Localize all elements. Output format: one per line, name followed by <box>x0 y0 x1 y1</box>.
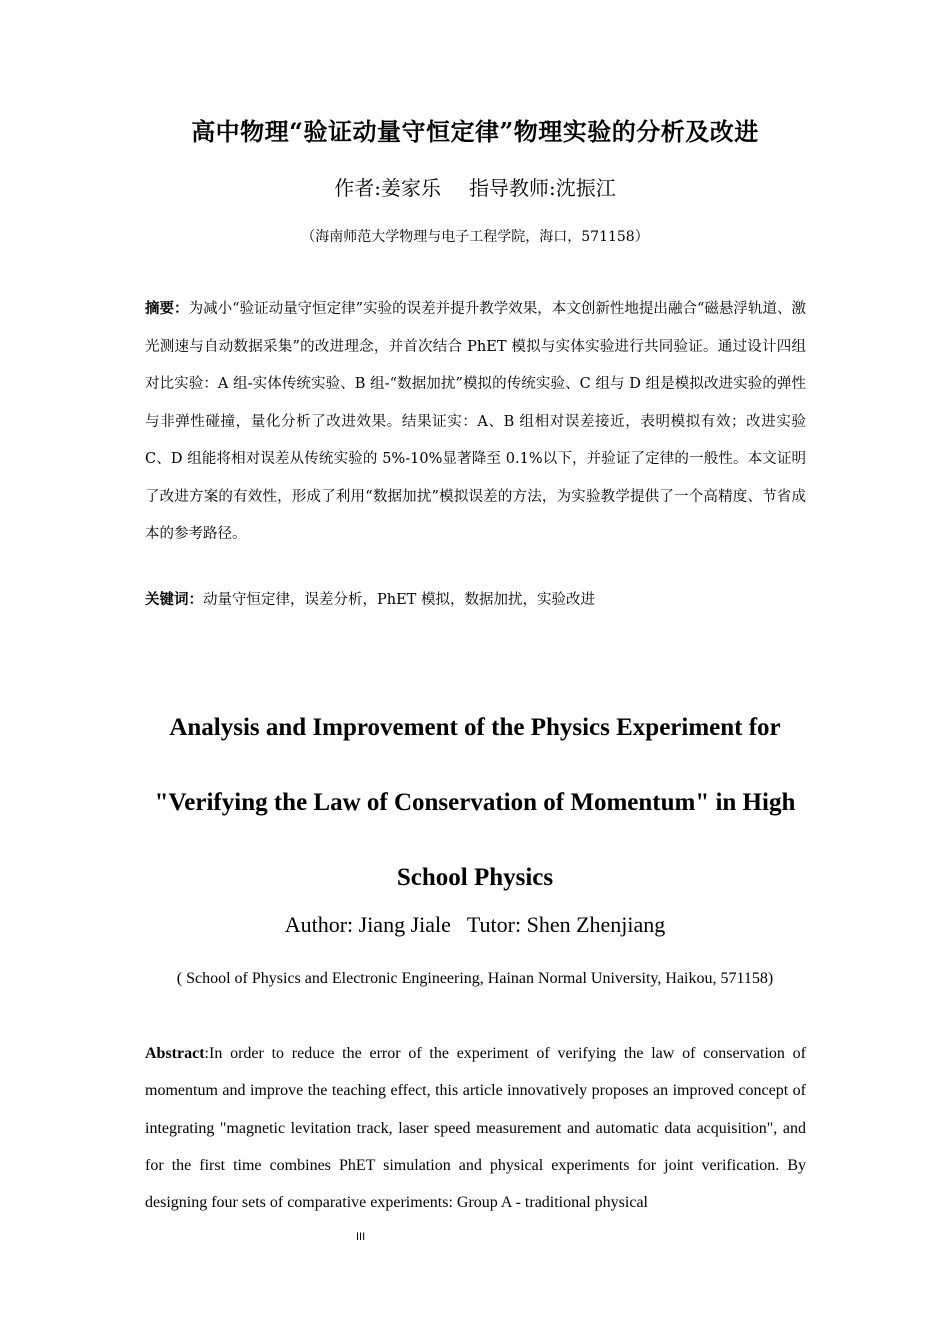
english-author: Author: Jiang Jiale <box>284 912 451 937</box>
chinese-tutor: 指导教师:沈振江 <box>469 176 616 200</box>
chinese-author-line <box>0 172 950 201</box>
english-tutor: Tutor: Shen Zhenjiang <box>466 912 666 937</box>
english-title: Analysis and Improvement of the Physics Experiment for "Verifying the Law of Conservation of Momentum" in High School Physics <box>154 714 796 891</box>
english-abstract-label: Abstract <box>145 1045 205 1062</box>
english-abstract <box>145 1035 806 1221</box>
english-affiliation: ( School of Physics and Electronic Engineering, Hainan Normal University, Haikou, 571158) <box>176 970 774 987</box>
english-abstract-text: :In order to reduce the error of the experiment of verifying the law of conservation of momentum and improve the teaching effect, this article innovatively proposes an improved concept of integrating "magnetic levitation track, laser speed measurement and automatic data acquisition", and for the first time combines PhET simulation and physical experiments for joint verification. By designing four sets of comparative experiments: Group A - traditional physical <box>145 1045 806 1212</box>
chinese-abstract <box>145 290 806 554</box>
chinese-keywords-text: 动量守恒定律，误差分析，PhET 模拟，数据加扰，实验改进 <box>203 592 595 608</box>
chinese-affiliation: （海南师范大学物理与电子工程学院，海口，571158） <box>301 229 649 245</box>
chinese-title: 高中物理“验证动量守恒定律”物理实验的分析及改进 <box>191 117 759 146</box>
chinese-abstract-label: 摘要： <box>145 300 189 317</box>
english-author-line <box>0 912 950 938</box>
chinese-author: 作者:姜家乐 <box>334 176 441 200</box>
page-number: III <box>356 1231 366 1243</box>
chinese-keywords <box>145 588 806 612</box>
chinese-keywords-label: 关键词： <box>145 591 203 608</box>
chinese-abstract-text: 为减小“验证动量守恒定律”实验的误差并提升教学效果，本文创新性地提出融合“磁悬浮轨道、激光测速与自动数据采集”的改进理念，并首次结合 PhET 模拟与实体实验进行共同验证。通过设计四组对比实验：A 组-实体传统实验、B 组-“数据加扰”模拟的传统实验、C 组与 D 组是模拟改进实验的弹性与非弹性碰撞，量化分析了改进效果。结果证实：A、B 组相对误差接近，表明模拟有效；改进实验 C、D 组能将相对误差从传统实验的 5%-10%显著降至 0.1%以下，并验证了定律的一般性。本文证明了改进方案的有效性，形成了利用“数据加扰”模拟误差的方法，为实验教学提供了一个高精度、节省成本的参考路径。 <box>145 301 806 542</box>
